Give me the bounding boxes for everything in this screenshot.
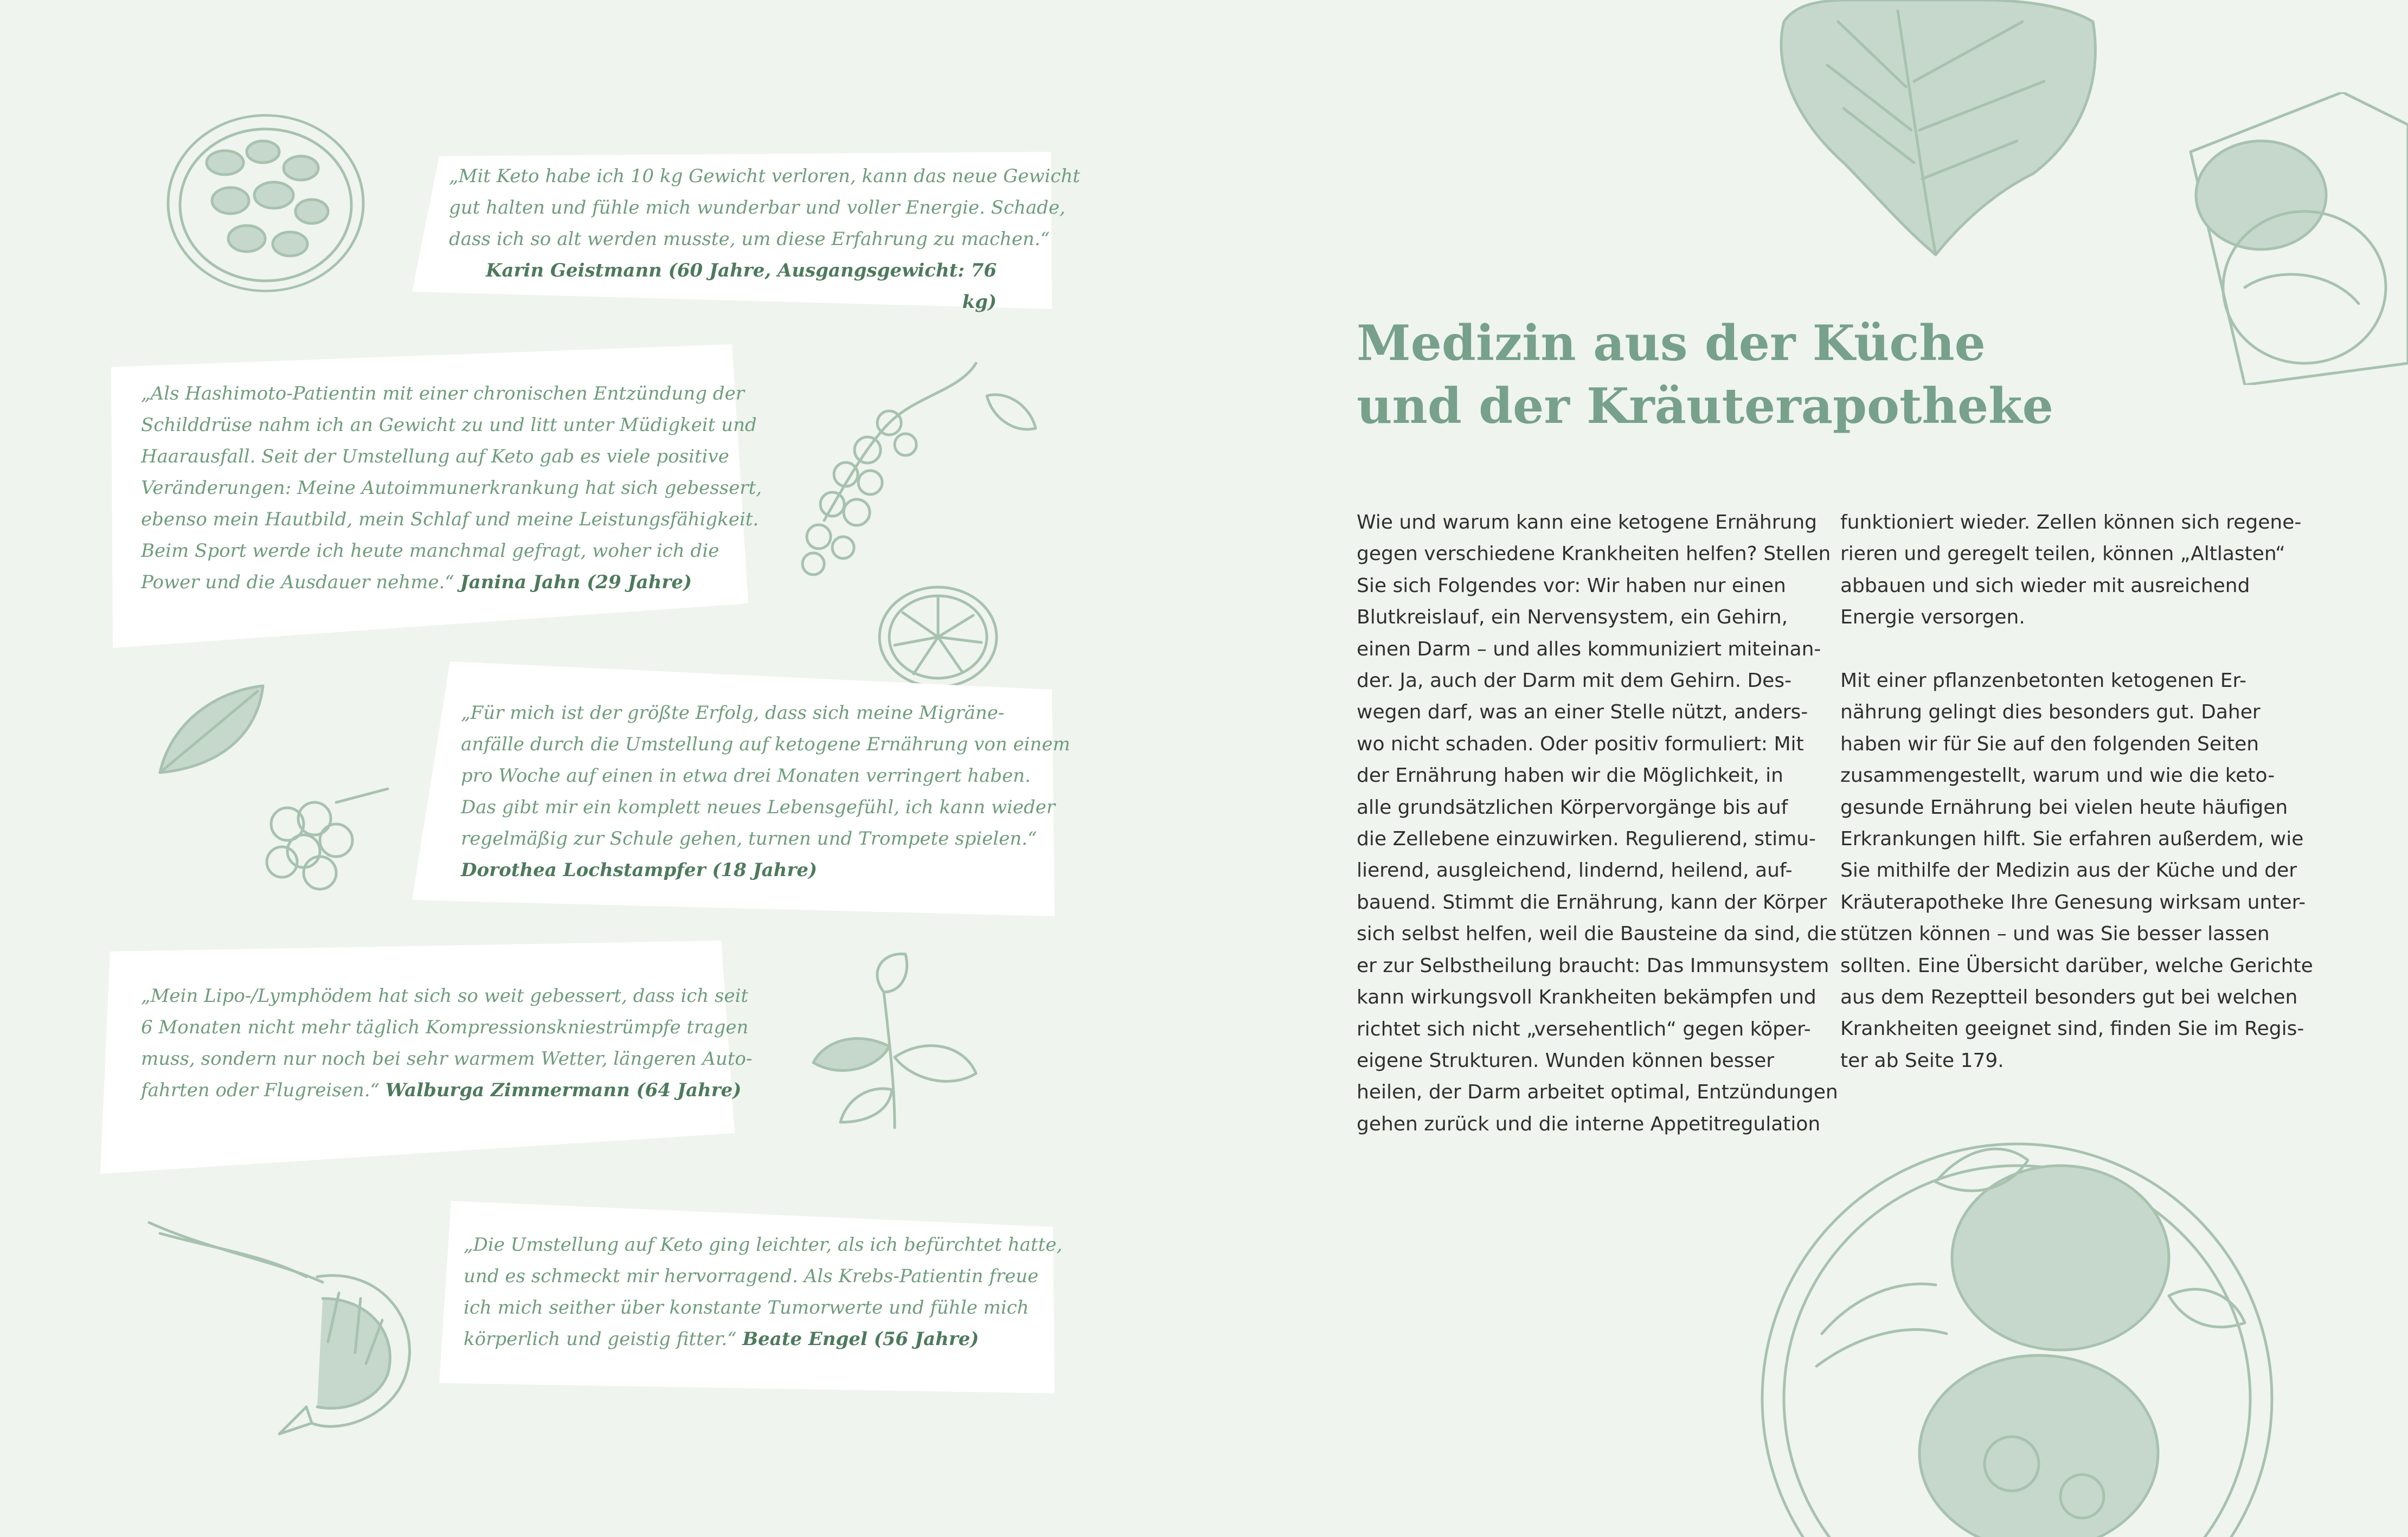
body-line: ter ab Seite 179. (1840, 1049, 2004, 1072)
quote-line: und es schmeckt mir hervorragend. Als Krebs-Patientin freue (464, 1265, 1039, 1287)
testimonial-quote (141, 980, 753, 1106)
body-line: Erkrankungen hilft. Sie erfahren außerdem, wie (1840, 828, 2304, 851)
paragraph-gap (1840, 634, 2313, 665)
quote-line: Das gibt mir ein komplett neues Lebensgefühl, ich kann wieder (461, 796, 1056, 818)
quote-line: gut halten und fühle mich wunderbar und voller Energie. Schade, (449, 197, 1065, 218)
body-line: Energie versorgen. (1840, 606, 2025, 629)
body-line: Sie sich Folgendes vor: Wir haben nur einen (1357, 574, 1786, 597)
body-line: bauend. Stimmt die Ernährung, kann der Körper (1357, 891, 1827, 914)
quote-line: ich mich seither über konstante Tumorwerte und fühle mich (464, 1297, 1029, 1319)
testimonial-author: Dorothea Lochstampfer (18 Jahre) (461, 859, 818, 881)
body-line: lierend, ausgleichend, lindernd, heilend, auf- (1357, 859, 1793, 882)
page-title (1357, 312, 2053, 438)
testimonial-author: Karin Geistmann (60 Jahre, Ausgangsgewicht: 76 kg) (485, 260, 997, 313)
quote-line: 6 Monaten nicht mehr täglich Kompressionskniestrümpfe tragen (141, 1017, 749, 1038)
parsley-illustration (802, 949, 987, 1133)
body-line: sollten. Eine Übersicht darüber, welche Gerichte (1840, 954, 2313, 977)
testimonial-author: Walburga Zimmermann (64 Jahre) (385, 1079, 742, 1101)
testimonial-quote (461, 697, 1070, 886)
quote-line: „Mein Lipo-/Lymphödem hat sich so weit gebessert, dass ich seit (141, 985, 749, 1007)
quote-line: regelmäßig zur Schule gehen, turnen und Trompete spielen.“ (461, 828, 1037, 850)
quote-line: anfälle durch die Umstellung auf ketogene Ernährung von einem (461, 734, 1070, 755)
testimonial-author: Janina Jahn (29 Jahre) (460, 571, 692, 593)
body-line: stützen können – und was Sie besser lassen (1840, 923, 2270, 946)
body-line: Kräuterapotheke Ihre Genesung wirksam unter- (1840, 891, 2306, 914)
body-line: Wie und warum kann eine ketogene Ernährung (1357, 511, 1818, 533)
testimonial-card-4 (100, 941, 753, 1174)
testimonial-card-5 (439, 1201, 1063, 1393)
body-column-1 (1357, 507, 1838, 1140)
quote-line: ebenso mein Hautbild, mein Schlaf und meine Leistungsfähigkeit. (141, 509, 759, 530)
quote-line: körperlich und geistig fitter.“ (464, 1328, 737, 1350)
body-column-2 (1840, 507, 2313, 1077)
cheese-illustration (2180, 92, 2408, 385)
quote-line: „Als Hashimoto-Patientin mit einer chronischen Entzündung der (141, 383, 744, 404)
body-line: haben wir für Sie auf den folgenden Seiten (1840, 732, 2259, 755)
currant-branch-illustration (781, 358, 1041, 591)
quote-line: fahrten oder Flugreisen.“ (141, 1079, 380, 1101)
body-line: richtet sich nicht „versehentlich“ gegen köper- (1357, 1018, 1811, 1040)
quote-line: „Mit Keto habe ich 10 kg Gewicht verloren, kann das neue Gewicht (449, 165, 1081, 187)
shrimp-illustration (144, 1217, 447, 1445)
body-line: funktioniert wieder. Zellen können sich regene- (1840, 511, 2302, 533)
testimonial-quote (449, 160, 1081, 318)
body-line: alle grundsätzlichen Körpervorgänge bis auf (1357, 796, 1788, 819)
quote-line: Veränderungen: Meine Autoimmunerkrankung hat sich gebessert, (141, 477, 762, 499)
body-line: sich selbst helfen, weil die Bausteine da sind, die (1357, 923, 1837, 946)
quote-line: Haarausfall. Seit der Umstellung auf Keto gab es viele positive (141, 446, 729, 467)
body-line: gegen verschiedene Krankheiten helfen? Stellen (1357, 543, 1831, 565)
body-line: Krankheiten geeignet sind, finden Sie im Regis- (1840, 1018, 2304, 1040)
body-line: Sie mithilfe der Medizin aus der Küche und der (1840, 859, 2297, 882)
body-line: rieren und geregelt teilen, können „Altlasten“ (1840, 543, 2285, 565)
page-title-line-2: und der Kräuterapotheke (1357, 377, 2053, 435)
quote-line: Beim Sport werde ich heute manchmal gefragt, woher ich die (141, 540, 720, 562)
plate-illustration (1757, 1117, 2277, 1537)
body-line: heilen, der Darm arbeitet optimal, Entzündungen (1357, 1081, 1838, 1104)
body-line: Blutkreislauf, ein Nervensystem, ein Gehirn, (1357, 606, 1788, 629)
body-line: wegen darf, was an einer Stelle nützt, anders- (1357, 701, 1808, 724)
body-line: der. Ja, auch der Darm mit dem Gehirn. Des- (1357, 670, 1792, 692)
body-line: Mit einer pflanzenbetonten ketogenen Er- (1840, 670, 2247, 692)
body-line: wo nicht schaden. Oder positiv formuliert: Mit (1357, 732, 1804, 755)
quote-line: „Für mich ist der größte Erfolg, dass sich meine Migräne- (461, 702, 1005, 724)
body-line: gesunde Ernährung bei vielen heute häufigen (1840, 796, 2288, 819)
body-line: eigene Strukturen. Wunden können besser (1357, 1049, 1775, 1072)
quote-line: Power und die Ausdauer nehme.“ (141, 571, 454, 593)
body-line: nährung gelingt dies besonders gut. Daher (1840, 701, 2261, 724)
quote-line: „Die Umstellung auf Keto ging leichter, als ich befürchtet hatte, (464, 1234, 1063, 1256)
raspberry-illustration (255, 781, 390, 895)
body-line: gehen zurück und die interne Appetitregulation (1357, 1112, 1821, 1135)
testimonial-quote (141, 378, 762, 598)
quote-line: pro Woche auf einen in etwa drei Monaten verringert haben. (461, 765, 1031, 787)
testimonial-card-3 (412, 661, 1070, 916)
body-line: abbauen und sich wieder mit ausreichend (1840, 574, 2250, 597)
body-line: er zur Selbstheilung braucht: Das Immunsystem (1357, 954, 1829, 977)
testimonial-author: Beate Engel (56 Jahre) (742, 1328, 979, 1350)
testimonial-card-2 (111, 344, 762, 648)
body-line: zusammengestellt, warum und wie die keto- (1840, 764, 2275, 787)
page-title-line-1: Medizin aus der Küche (1357, 314, 1986, 372)
quote-line: dass ich so alt werden musste, um diese Erfahrung zu machen.“ (449, 228, 1050, 250)
leaf-illustration (155, 680, 268, 778)
nut-bowl-illustration (160, 114, 371, 298)
body-line: kann wirkungsvoll Krankheiten bekämpfen und (1357, 986, 1816, 1009)
quote-line: Schilddrüse nahm ich an Gewicht zu und litt unter Müdigkeit und (141, 414, 757, 436)
lettuce-illustration (1762, 0, 2109, 266)
body-line: der Ernährung haben wir die Möglichkeit, in (1357, 764, 1783, 787)
body-line: einen Darm – und alles kommuniziert miteinan- (1357, 638, 1821, 660)
quote-line: muss, sondern nur noch bei sehr warmem Wetter, längeren Auto- (141, 1048, 753, 1070)
body-line: die Zellebene einzuwirken. Regulierend, stimu- (1357, 828, 1816, 851)
body-line: aus dem Rezeptteil besonders gut bei welchen (1840, 986, 2298, 1009)
testimonial-quote (464, 1229, 1063, 1355)
testimonial-card-1 (412, 152, 1081, 313)
